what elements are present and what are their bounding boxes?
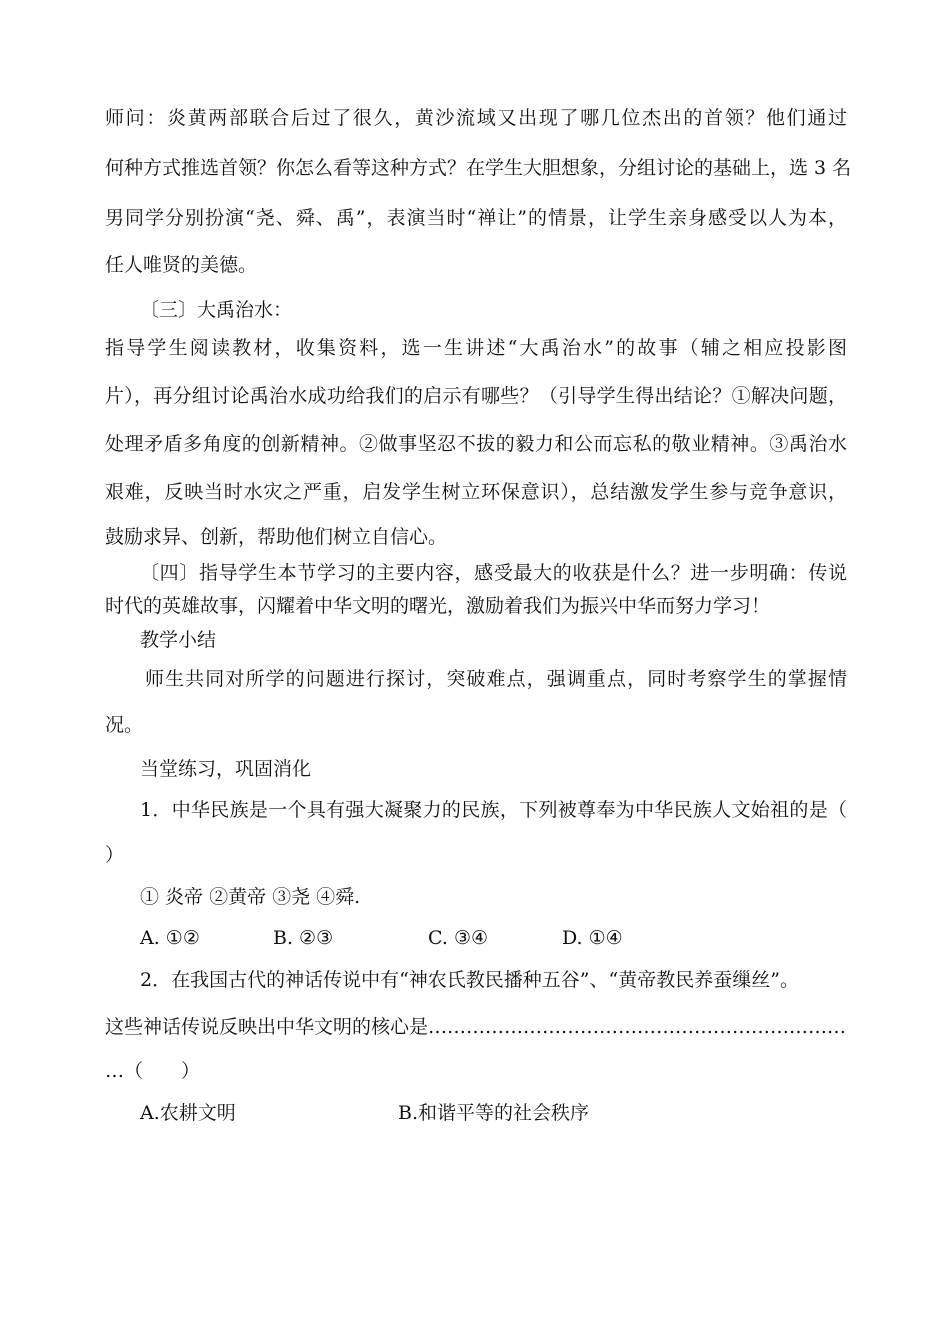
option-a: A.农耕文明 bbox=[140, 1102, 236, 1124]
para-1-line-4: 任人唯贤的美德。 bbox=[105, 254, 258, 276]
option-d: D. ①④ bbox=[562, 927, 623, 949]
section-4-line-1: 〔四〕指导学生本节学习的主要内容，感受最大的收获是什么？进一步明确：传说 bbox=[140, 562, 847, 584]
question-2-options bbox=[140, 1101, 847, 1125]
practice-heading: 当堂练习，巩固消化 bbox=[140, 758, 312, 780]
question-1-items: ① 炎帝 ②黄帝 ③尧 ④舜. bbox=[140, 886, 361, 908]
option-a: A. ①② bbox=[140, 927, 200, 949]
para-2-line-1: 指导学生阅读教材，收集资料，选一生讲述“大禹治水”的故事（辅之相应投影图 bbox=[105, 337, 847, 359]
para-2-line-2: 片），再分组讨论禹治水成功给我们的启示有哪些？（引导学生得出结论？①解决问题， bbox=[105, 385, 847, 407]
summary-line-1: 师生共同对所学的问题进行探讨，突破难点，强调重点，同时考察学生的掌握情 bbox=[145, 668, 847, 690]
question-2-line-1: 2．在我国古代的神话传说中有“神农氏教民播种五谷”、“黄帝教民养蚕缫丝”。 bbox=[140, 969, 799, 991]
summary-heading: 教学小结 bbox=[140, 629, 217, 651]
question-2-line-3: …（ ） bbox=[105, 1060, 201, 1082]
para-2-line-5: 鼓励求异、创新，帮助他们树立自信心。 bbox=[105, 526, 448, 548]
section-3-heading: 〔三〕大禹治水： bbox=[140, 299, 293, 321]
option-b: B.和谐平等的社会秩序 bbox=[398, 1102, 590, 1124]
para-2-line-4: 艰难，反映当时水灾之严重，启发学生树立环保意识），总结激发学生参与竞争意识， bbox=[105, 481, 847, 503]
option-c: C. ③④ bbox=[428, 927, 489, 949]
para-1-line-3: 男同学分别扮演“尧、舜、禹”，表演当时“禅让”的情景，让学生亲身感受以人为本， bbox=[105, 207, 847, 229]
para-1-line-2: 何种方式推选首领？你怎么看等这种方式？在学生大胆想象，分组讨论的基础上，选 3 名 bbox=[105, 157, 852, 179]
option-b: B. ②③ bbox=[273, 927, 334, 949]
section-4-line-2: 时代的英雄故事，闪耀着中华文明的曙光，激励着我们为振兴中华而努力学习！ bbox=[105, 595, 771, 617]
para-1-line-1: 师问：炎黄两部联合后过了很久，黄沙流域又出现了哪几位杰出的首领？他们通过 bbox=[105, 107, 847, 129]
question-2-line-2: 这些神话传说反映出中华文明的核心是………………………………………………………… bbox=[105, 1016, 847, 1038]
question-1-options bbox=[140, 926, 847, 950]
summary-line-2: 况。 bbox=[105, 714, 144, 736]
para-2-line-3: 处理矛盾多角度的创新精神。②做事坚忍不拔的毅力和公而忘私的敬业精神。③禹治水 bbox=[105, 433, 847, 455]
question-1-line-2: ） bbox=[105, 844, 125, 866]
question-1-line-1: 1．中华民族是一个具有强大凝聚力的民族，下列被尊奉为中华民族人文始祖的是（ bbox=[140, 799, 847, 821]
